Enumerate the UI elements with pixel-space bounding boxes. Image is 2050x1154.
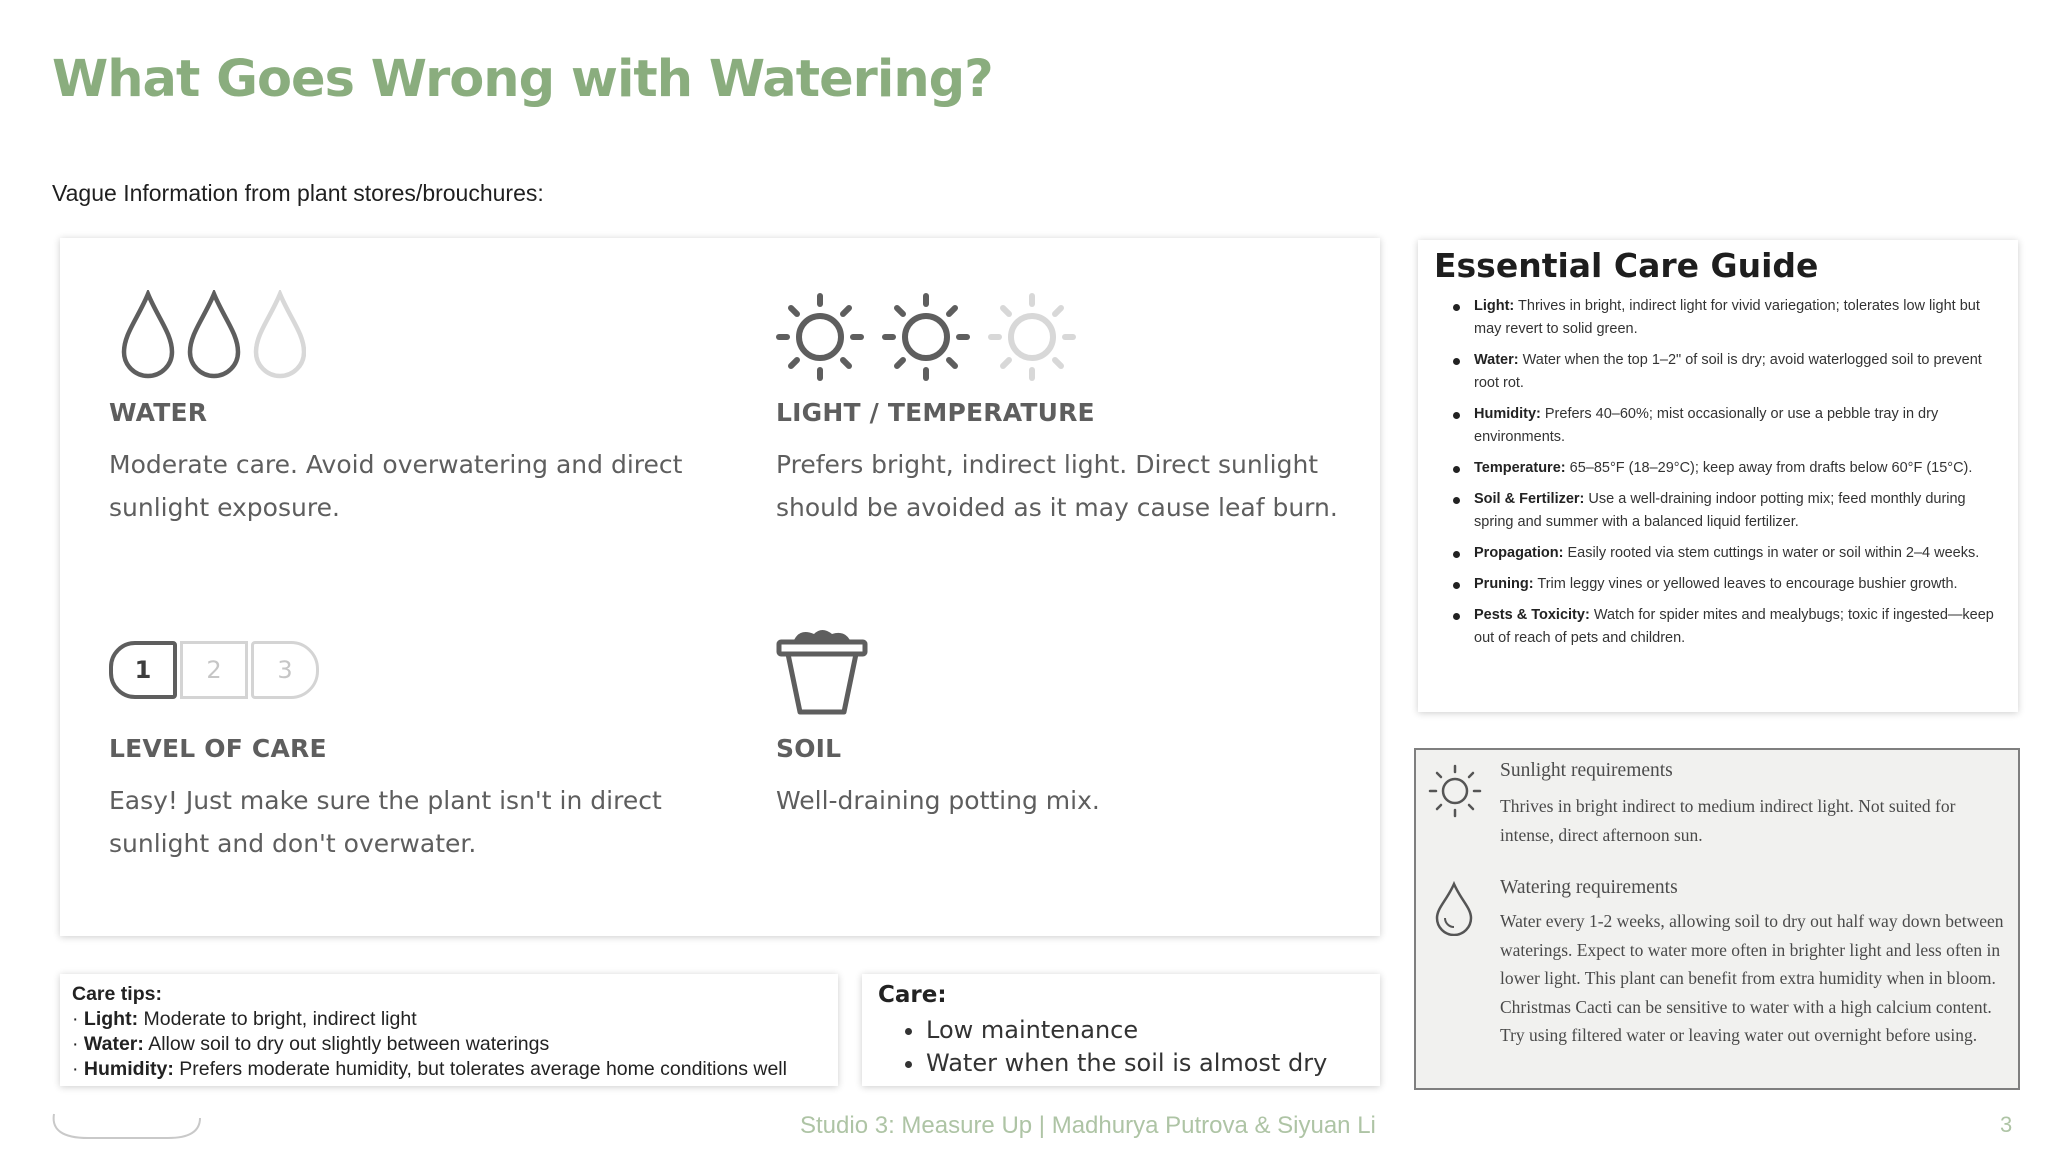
- guide-item-label: Light:: [1474, 298, 1515, 314]
- guide-item-text: Easily rooted via stem cuttings in water or soil within 2–4 weeks.: [1567, 545, 1980, 561]
- guide-list: [1452, 295, 2002, 650]
- care-tip-label: Humidity:: [83, 1058, 174, 1080]
- sun-icon-faded: [991, 296, 1073, 378]
- care-tip-text: Allow soil to dry out slightly between waterings: [148, 1033, 550, 1055]
- requirements-card: [1414, 748, 2020, 1090]
- level-step-selected: 1: [109, 641, 177, 699]
- level-text: Easy! Just make sure the plant isn't in direct sunlight and don't overwater.: [109, 786, 662, 858]
- level-step: 3: [251, 641, 319, 699]
- slide-title: What Goes Wrong with Watering?: [52, 50, 993, 109]
- guide-item: [1452, 573, 2002, 596]
- soil-text: Well-draining potting mix.: [776, 786, 1100, 815]
- guide-item: [1452, 542, 2002, 565]
- care-tips-card: [60, 974, 838, 1086]
- guide-item-label: Pruning:: [1474, 576, 1534, 592]
- guide-item-text: Prefers 40–60%; mist occasionally or use a pebble tray in dry environments.: [1474, 406, 1939, 445]
- care-tip-item: · Light: Moderate to bright, indirect light: [72, 1008, 417, 1030]
- brochure-care-card: [60, 238, 1380, 936]
- guide-item-label: Pests & Toxicity:: [1474, 607, 1590, 623]
- care-tip-item: · Water: Allow soil to dry out slightly between waterings: [72, 1033, 550, 1055]
- care-tip-item: · Humidity: Prefers moderate humidity, but tolerates average home conditions well: [72, 1058, 787, 1080]
- water-rating: [116, 290, 306, 382]
- guide-item-label: Humidity:: [1474, 406, 1541, 422]
- water-drop-icon: [124, 294, 172, 376]
- guide-title: Essential Care Guide: [1434, 246, 1819, 285]
- list-item: • Water when the soil is almost dry: [926, 1047, 1364, 1080]
- guide-item: [1452, 457, 2002, 480]
- care-tip-text: Moderate to bright, indirect light: [143, 1008, 417, 1030]
- footer-text: Studio 3: Measure Up | Madhurya Putrova & Siyuan Li: [800, 1112, 1376, 1139]
- sunlight-heading: Sunlight requirements: [1500, 760, 1673, 781]
- subtitle: Vague Information from plant stores/brouchures:: [52, 180, 544, 206]
- water-heading: WATER: [109, 398, 208, 427]
- level-of-care-scale: [109, 641, 319, 699]
- guide-item-label: Temperature:: [1474, 460, 1566, 476]
- water-drop-icon: [1432, 880, 1476, 936]
- guide-item-label: Water:: [1474, 352, 1519, 368]
- guide-item-text: Water when the top 1–2" of soil is dry; avoid waterlogged soil to prevent root rot.: [1474, 352, 1982, 391]
- care-tip-text: Prefers moderate humidity, but tolerates average home conditions well: [179, 1058, 787, 1080]
- water-drop-icon: [190, 294, 238, 376]
- soil-icon-wrap: [774, 626, 870, 718]
- guide-item: [1452, 604, 2002, 650]
- essential-care-guide-card: [1418, 240, 2018, 712]
- light-text: Prefers bright, indirect light. Direct sunlight should be avoided as it may cause leaf burn.: [776, 450, 1338, 522]
- guide-item-text: Trim leggy vines or yellowed leaves to encourage bushier growth.: [1537, 576, 1958, 592]
- guide-item: [1452, 295, 2002, 341]
- sun-icon: [885, 296, 967, 378]
- light-heading: LIGHT / TEMPERATURE: [776, 398, 1095, 427]
- guide-item-text: Watch for spider mites and mealybugs; toxic if ingested—keep out of reach of pets and children.: [1474, 607, 1994, 646]
- page-number: 3: [2000, 1112, 2013, 1137]
- soil-heading: SOIL: [776, 734, 842, 763]
- sun-icon: [1426, 762, 1484, 820]
- sunlight-text: Thrives in bright indirect to medium indirect light. Not suited for intense, direct afternoon sun.: [1500, 796, 1956, 845]
- guide-item-label: Propagation:: [1474, 545, 1564, 561]
- list-item: • Low maintenance: [926, 1014, 1364, 1047]
- watering-text: Water every 1-2 weeks, allowing soil to dry out half way down between waterings. Expect to water more often in brighter light and less often in lower light. This plant can benefit from extra humidity when in bloom. Christmas Cacti can be sensitive to water with a high calcium content. Try using filtered water or leaving water out overnight before using.: [1500, 911, 2004, 1046]
- level-heading: LEVEL OF CARE: [109, 734, 327, 763]
- brand-logo: [48, 1108, 208, 1154]
- care-tips-heading: Care tips:: [72, 983, 162, 1005]
- care-heading: Care:: [878, 982, 947, 1008]
- guide-item-label: Soil & Fertilizer:: [1474, 491, 1585, 507]
- care-tip-label: Water:: [83, 1033, 144, 1055]
- level-step: 2: [180, 641, 248, 699]
- guide-item: [1452, 349, 2002, 395]
- care-card: [862, 974, 1380, 1086]
- guide-item-text: Thrives in bright, indirect light for vivid variegation; tolerates low light but may revert to solid green.: [1474, 298, 1980, 337]
- guide-item-text: 65–85°F (18–29°C); keep away from drafts below 60°F (15°C).: [1569, 460, 1973, 476]
- light-rating: [775, 292, 1095, 382]
- care-tip-label: Light:: [83, 1008, 139, 1030]
- guide-item: [1452, 488, 2002, 534]
- water-drop-icon-faded: [256, 294, 304, 376]
- guide-item: [1452, 403, 2002, 449]
- water-text: Moderate care. Avoid overwatering and direct sunlight exposure.: [109, 450, 683, 522]
- guide-item-text: Use a well-draining indoor potting mix; feed monthly during spring and summer with a balanced liquid fertilizer.: [1474, 491, 1966, 530]
- plant-pot-icon: [774, 626, 870, 718]
- care-list: [926, 1014, 1364, 1080]
- sun-icon: [779, 296, 861, 378]
- watering-heading: Watering requirements: [1500, 877, 1678, 898]
